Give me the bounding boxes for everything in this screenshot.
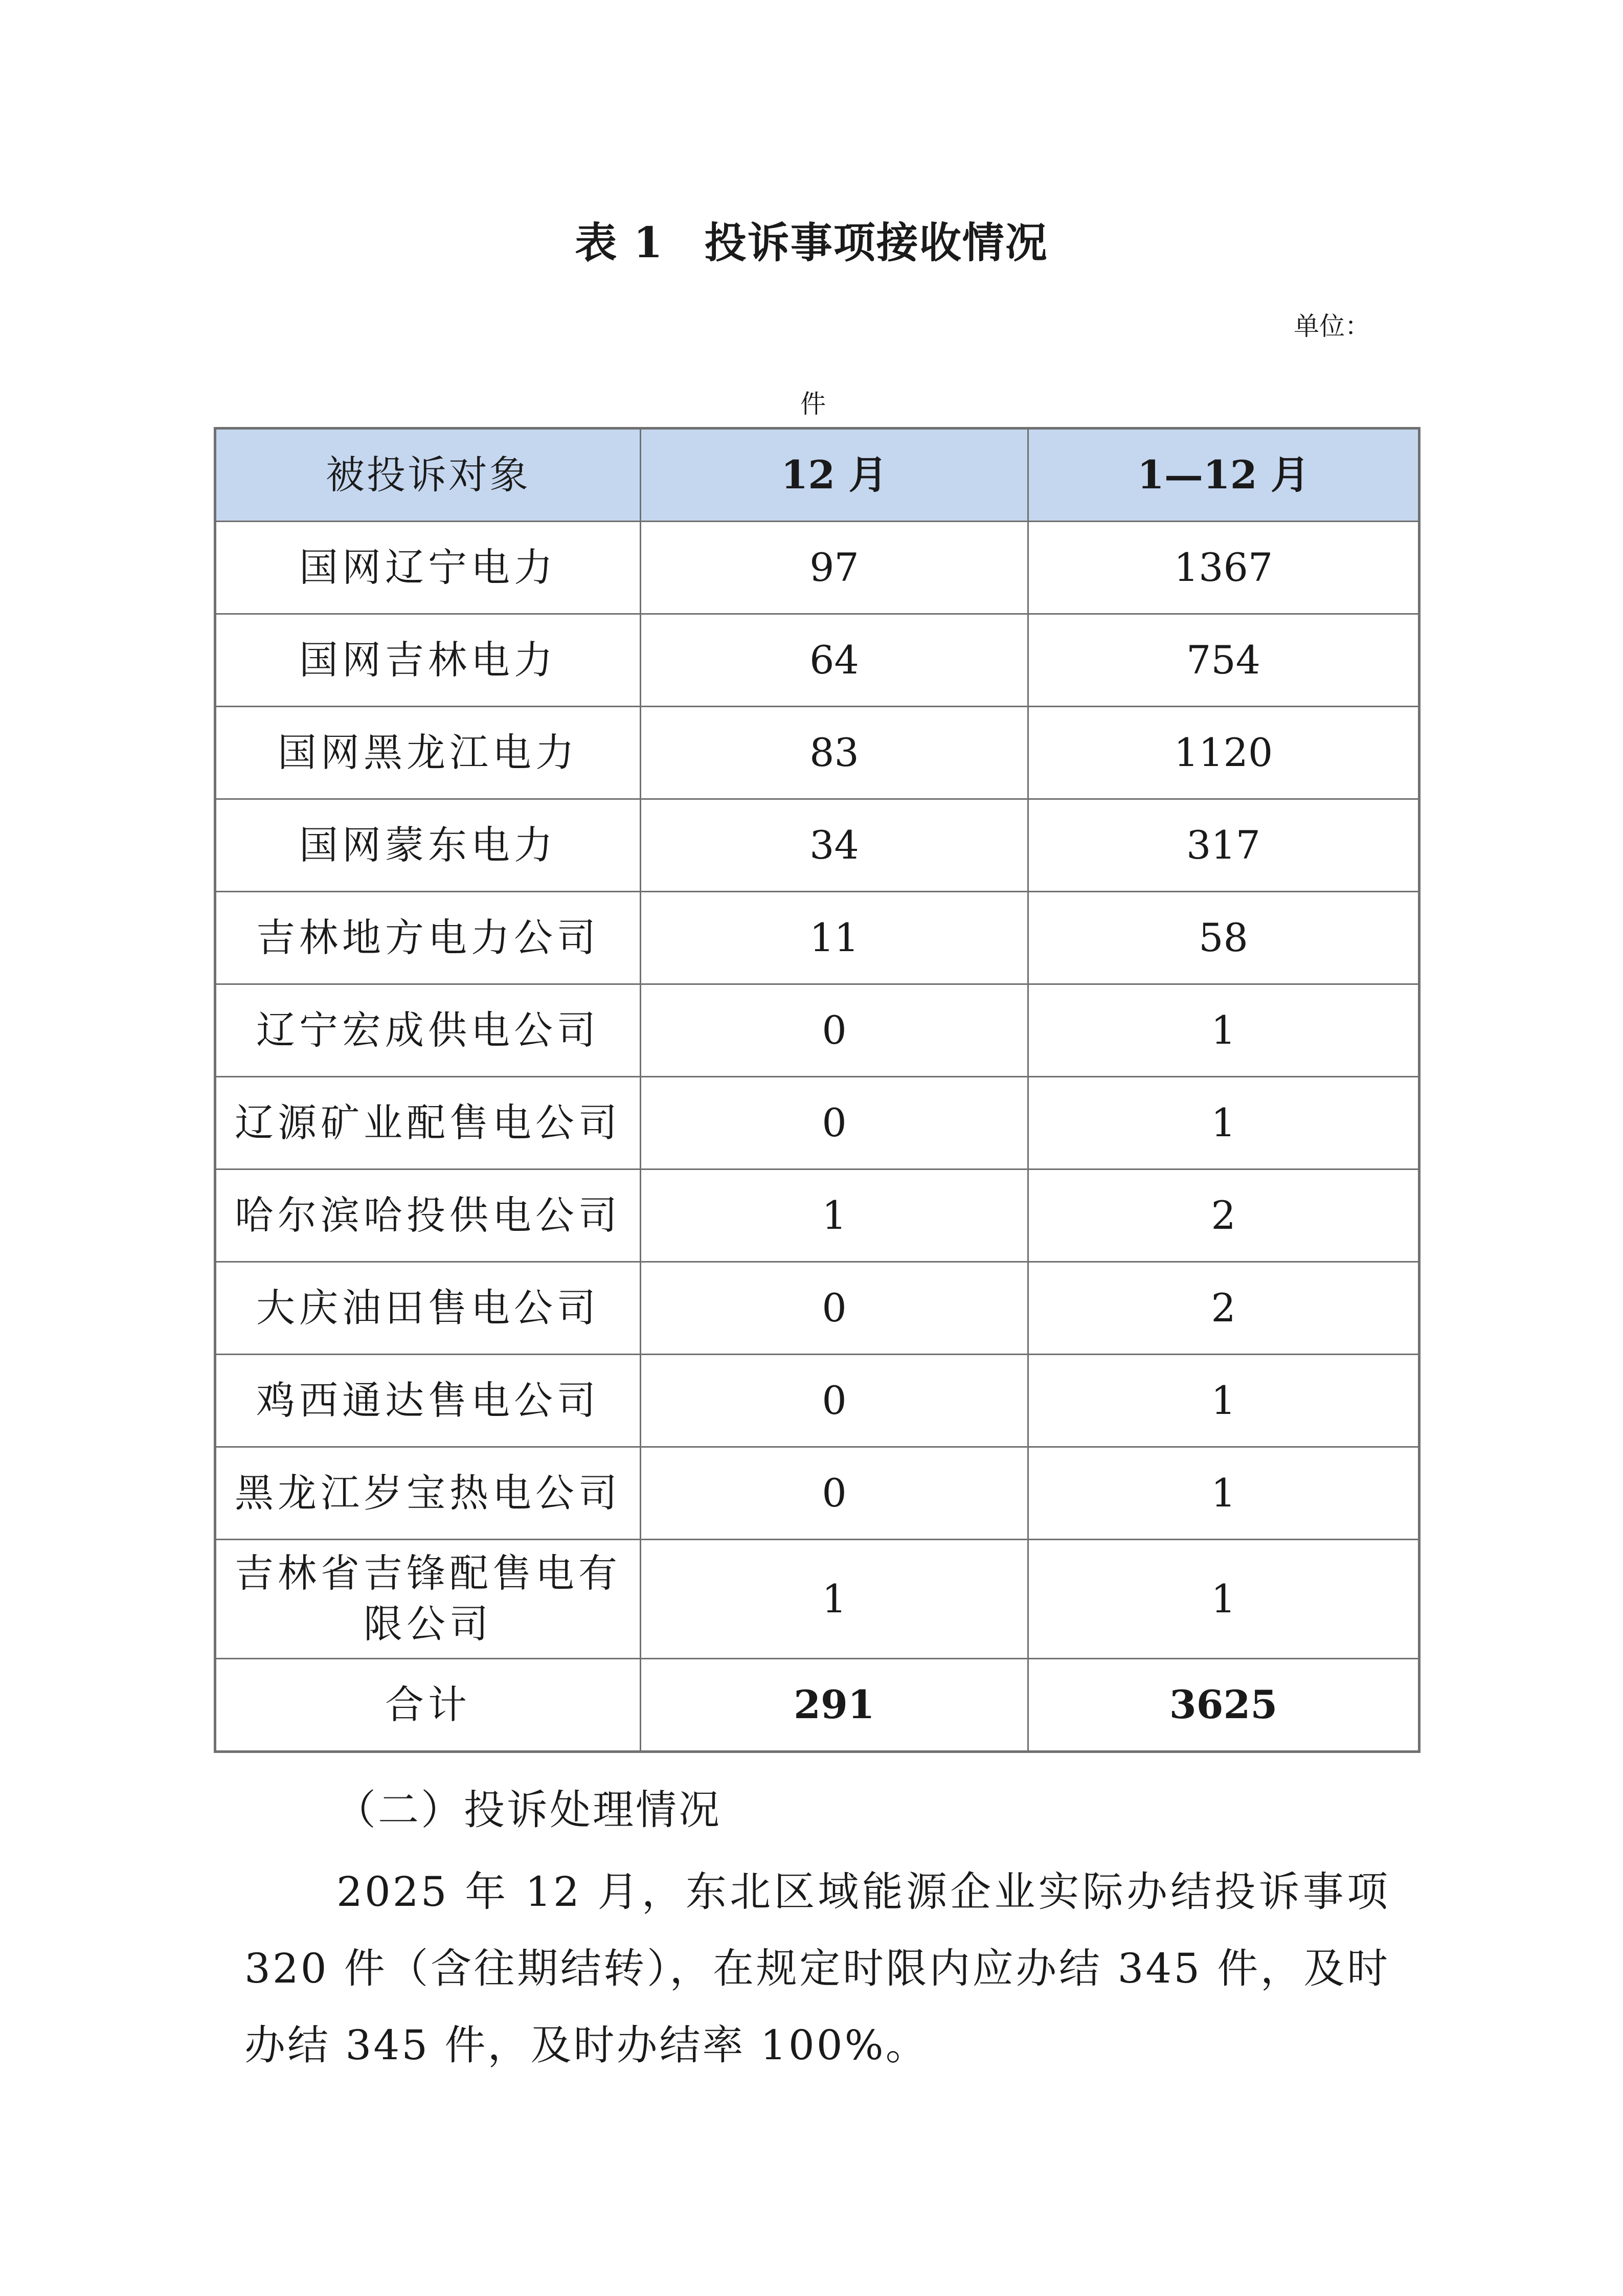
row-ytd: 1 (1028, 1355, 1419, 1447)
row-month: 97 (641, 522, 1028, 614)
table-row (215, 707, 1419, 799)
row-name: 国网吉林电力 (215, 614, 641, 707)
total-month: 291 (641, 1659, 1028, 1752)
table-row (215, 1540, 1419, 1659)
row-ytd: 1367 (1028, 522, 1419, 614)
unit-value: 件 (800, 389, 826, 419)
total-label: 合计 (215, 1659, 641, 1752)
row-ytd: 58 (1028, 892, 1419, 984)
table-row (215, 1077, 1419, 1169)
row-month: 0 (641, 1355, 1028, 1447)
table-title (0, 210, 1623, 269)
table-row (215, 522, 1419, 614)
complaints-table (214, 427, 1421, 1753)
row-name: 黑龙江岁宝热电公司 (215, 1447, 641, 1540)
table-header-row (215, 429, 1419, 522)
table-row (215, 614, 1419, 707)
table-row (215, 984, 1419, 1077)
table-row (215, 892, 1419, 984)
row-name: 国网黑龙江电力 (215, 707, 641, 799)
section-paragraph: 2025 年 12 月，东北区域能源企业实际办结投诉事项 320 件（含往期结转），在规定时限内应办结 345 件，及时办结 345 件，及时办结率 100%。 (244, 1868, 1390, 2069)
total-row (215, 1659, 1419, 1752)
row-month: 0 (641, 1262, 1028, 1355)
header-ytd: 1—12 月 (1028, 429, 1419, 522)
row-month: 11 (641, 892, 1028, 984)
table-row (215, 799, 1419, 892)
row-month: 64 (641, 614, 1028, 707)
unit-label: 单位： (1294, 311, 1370, 341)
row-month: 0 (641, 984, 1028, 1077)
row-ytd: 317 (1028, 799, 1419, 892)
header-month: 12 月 (641, 429, 1028, 522)
section-heading: （二）投诉处理情况 (335, 1786, 722, 1834)
row-month: 1 (641, 1169, 1028, 1262)
row-name: 国网蒙东电力 (215, 799, 641, 892)
table-row (215, 1447, 1419, 1540)
header-target: 被投诉对象 (215, 429, 641, 522)
row-name: 辽源矿业配售电公司 (215, 1077, 641, 1169)
row-month: 0 (641, 1077, 1028, 1169)
table-row (215, 1169, 1419, 1262)
row-ytd: 1 (1028, 1447, 1419, 1540)
row-name: 鸡西通达售电公司 (215, 1355, 641, 1447)
row-ytd: 1 (1028, 984, 1419, 1077)
row-name: 吉林省吉锋配售电有限公司 (215, 1540, 641, 1659)
table-row (215, 1262, 1419, 1355)
row-ytd: 1 (1028, 1540, 1419, 1659)
row-ytd: 2 (1028, 1262, 1419, 1355)
total-ytd: 3625 (1028, 1659, 1419, 1752)
table-number: 表 1 (575, 218, 664, 267)
row-name: 辽宁宏成供电公司 (215, 984, 641, 1077)
row-month: 0 (641, 1447, 1028, 1540)
row-month: 83 (641, 707, 1028, 799)
row-name: 大庆油田售电公司 (215, 1262, 641, 1355)
row-ytd: 1 (1028, 1077, 1419, 1169)
row-name: 哈尔滨哈投供电公司 (215, 1169, 641, 1262)
table-row (215, 1355, 1419, 1447)
row-ytd: 754 (1028, 614, 1419, 707)
row-name: 吉林地方电力公司 (215, 892, 641, 984)
row-month: 34 (641, 799, 1028, 892)
table-title-text: 投诉事项接收情况 (704, 218, 1048, 267)
row-ytd: 1120 (1028, 707, 1419, 799)
row-name: 国网辽宁电力 (215, 522, 641, 614)
row-month: 1 (641, 1540, 1028, 1659)
row-ytd: 2 (1028, 1169, 1419, 1262)
